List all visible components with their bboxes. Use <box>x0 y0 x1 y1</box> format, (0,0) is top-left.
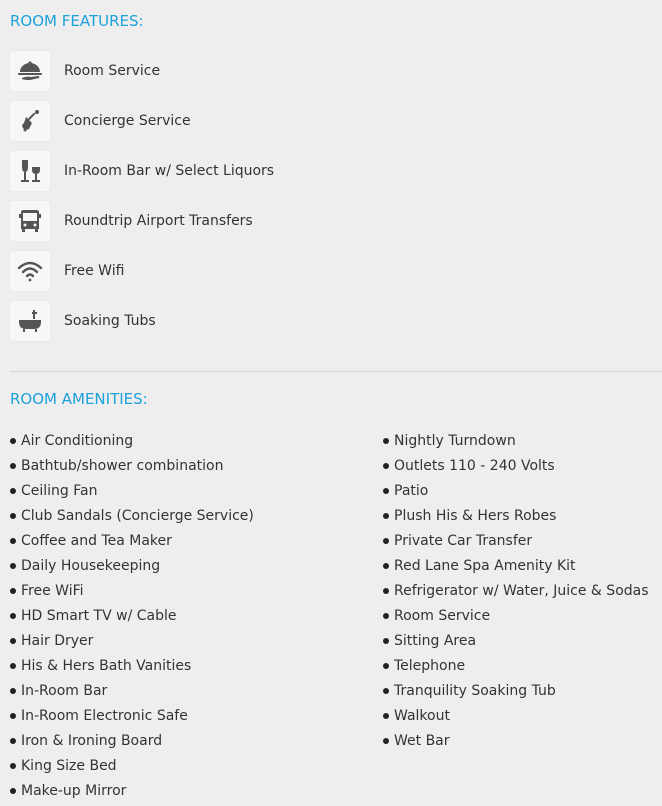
feature-concierge-service <box>10 101 274 141</box>
list-item: Daily Housekeeping <box>10 556 254 581</box>
list-item: Walkout <box>383 706 649 731</box>
bullet-icon <box>383 713 389 719</box>
bullet-icon <box>10 713 16 719</box>
bullet-icon <box>10 563 16 569</box>
feature-room-service <box>10 51 274 91</box>
bullet-icon <box>383 738 389 744</box>
bullet-icon <box>10 613 16 619</box>
feature-label: Room Service <box>64 63 161 79</box>
bullet-icon <box>10 488 16 494</box>
bullet-icon <box>10 588 16 594</box>
list-item: Plush His & Hers Robes <box>383 506 649 531</box>
bullet-icon <box>10 538 16 544</box>
list-item: His & Hers Bath Vanities <box>10 656 254 681</box>
list-item: HD Smart TV w/ Cable <box>10 606 254 631</box>
feature-label: Concierge Service <box>64 113 191 129</box>
bullet-icon <box>10 788 16 794</box>
list-item: Bathtub/shower combination <box>10 456 254 481</box>
feature-soaking-tubs <box>10 301 274 341</box>
list-item: Free WiFi <box>10 581 254 606</box>
feature-free-wifi <box>10 251 274 291</box>
feature-in-room-bar <box>10 151 274 191</box>
bullet-icon <box>383 438 389 444</box>
list-item: Red Lane Spa Amenity Kit <box>383 556 649 581</box>
feature-label: In-Room Bar w/ Select Liquors <box>64 163 275 179</box>
list-item: Tranquility Soaking Tub <box>383 681 649 706</box>
bullet-icon <box>383 588 389 594</box>
bullet-icon <box>383 538 389 544</box>
list-item: Private Car Transfer <box>383 531 649 556</box>
feature-airport-transfers <box>10 201 274 241</box>
bullet-icon <box>10 738 16 744</box>
bullet-icon <box>383 463 389 469</box>
bullet-icon <box>10 763 16 769</box>
bullet-icon <box>10 513 16 519</box>
bullet-icon <box>383 638 389 644</box>
wine-glasses-icon <box>10 151 50 191</box>
bullet-icon <box>383 488 389 494</box>
list-item: Iron & Ironing Board <box>10 731 254 756</box>
feature-label: Free Wifi <box>64 263 125 279</box>
list-item: In-Room Bar <box>10 681 254 706</box>
feature-label: Soaking Tubs <box>64 313 156 329</box>
room-features-list <box>10 51 274 351</box>
list-item: King Size Bed <box>10 756 254 781</box>
list-item: Room Service <box>383 606 649 631</box>
feature-label: Roundtrip Airport Transfers <box>64 213 253 229</box>
list-item: Refrigerator w/ Water, Juice & Sodas <box>383 581 649 606</box>
room-service-cloche-icon <box>10 51 50 91</box>
list-item: Outlets 110 - 240 Volts <box>383 456 649 481</box>
bullet-icon <box>10 663 16 669</box>
bullet-icon <box>383 663 389 669</box>
bullet-icon <box>10 438 16 444</box>
list-item: Club Sandals (Concierge Service) <box>10 506 254 531</box>
bullet-icon <box>383 613 389 619</box>
list-item: Air Conditioning <box>10 431 254 456</box>
list-item: Coffee and Tea Maker <box>10 531 254 556</box>
amenities-list-left <box>10 431 254 806</box>
list-item: In-Room Electronic Safe <box>10 706 254 731</box>
bullet-icon <box>383 513 389 519</box>
list-item: Telephone <box>383 656 649 681</box>
amenities-list-right <box>383 431 649 756</box>
bathtub-icon <box>10 301 50 341</box>
room-features-heading: ROOM FEATURES: <box>10 12 144 30</box>
shuttle-bus-icon <box>10 201 50 241</box>
concierge-bell-icon <box>10 101 50 141</box>
list-item: Ceiling Fan <box>10 481 254 506</box>
wifi-icon <box>10 251 50 291</box>
list-item: Patio <box>383 481 649 506</box>
bullet-icon <box>383 563 389 569</box>
list-item: Make-up Mirror <box>10 781 254 806</box>
section-divider <box>10 371 662 372</box>
list-item: Hair Dryer <box>10 631 254 656</box>
bullet-icon <box>10 638 16 644</box>
list-item: Sitting Area <box>383 631 649 656</box>
list-item: Nightly Turndown <box>383 431 649 456</box>
bullet-icon <box>383 688 389 694</box>
bullet-icon <box>10 688 16 694</box>
list-item: Wet Bar <box>383 731 649 756</box>
room-amenities-heading: ROOM AMENITIES: <box>10 390 148 408</box>
bullet-icon <box>10 463 16 469</box>
